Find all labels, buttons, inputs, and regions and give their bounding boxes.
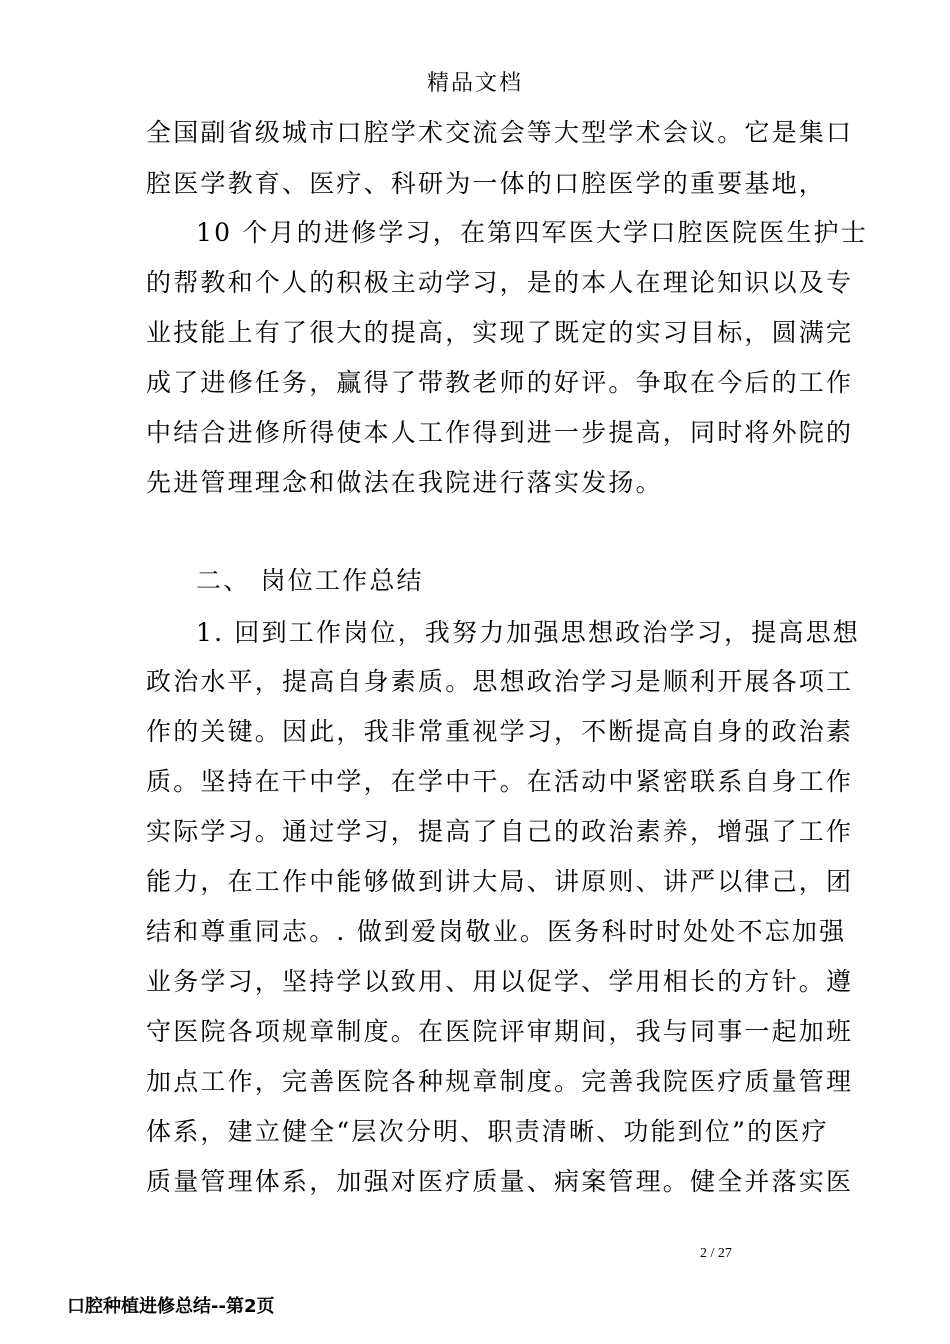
text-line: 作的关键。因此，我非常重视学习，不断提高自身的政治素 <box>146 717 854 746</box>
text-line: 质量管理体系，加强对医疗质量、病案管理。健全并落实医 <box>146 1167 854 1196</box>
page-number: 2 / 27 <box>700 1246 732 1261</box>
page-header: 精品文档 <box>426 71 523 96</box>
page-footer: 口腔种植进修总结--第2页 <box>67 1296 275 1317</box>
text-line: 结和尊重同志。. 做到爱岗敬业。医务科时时处处不忘加强 <box>146 917 847 946</box>
text-line: 实际学习。通过学习，提高了自己的政治素养，增强了工作 <box>146 817 854 846</box>
section-heading: 二、 岗位工作总结 <box>196 566 424 595</box>
text-line: 政治水平，提高自身素质。思想政治学习是顺利开展各项工 <box>146 667 854 696</box>
text-line: 先进管理理念和做法在我院进行落实发扬。 <box>146 468 663 497</box>
text-line: 业技能上有了很大的提高，实现了既定的实习目标，圆满完 <box>146 318 854 347</box>
text-line: 加点工作，完善医院各种规章制度。完善我院医疗质量管理 <box>146 1067 854 1096</box>
text-line: 中结合进修所得使本人工作得到进一步提高，同时将外院的 <box>146 418 854 447</box>
text-line: 全国副省级城市口腔学术交流会等大型学术会议。它是集口 <box>146 118 854 147</box>
text-line: 质。坚持在干中学，在学中干。在活动中紧密联系自身工作 <box>146 767 854 796</box>
text-line: 1. 回到工作岗位，我努力加强思想政治学习，提高思想 <box>196 618 861 647</box>
text-line: 的帮教和个人的积极主动学习，是的本人在理论知识以及专 <box>146 268 854 297</box>
text-line: 成了进修任务，赢得了带教老师的好评。争取在今后的工作 <box>146 368 854 397</box>
text-line: 守医院各项规章制度。在医院评审期间，我与同事一起加班 <box>146 1017 854 1046</box>
text-line: 业务学习，坚持学以致用、用以促学、学用相长的方针。遵 <box>146 967 854 996</box>
text-line: 10 个月的进修学习，在第四军医大学口腔医院医生护士 <box>196 218 868 247</box>
text-line: 能力，在工作中能够做到讲大局、讲原则、讲严以律己，团 <box>146 867 854 896</box>
text-line: 腔医学教育、医疗、科研为一体的口腔医学的重要基地， <box>146 169 827 198</box>
text-line: 体系，建立健全“层次分明、职责清晰、功能到位”的医疗 <box>146 1117 829 1146</box>
